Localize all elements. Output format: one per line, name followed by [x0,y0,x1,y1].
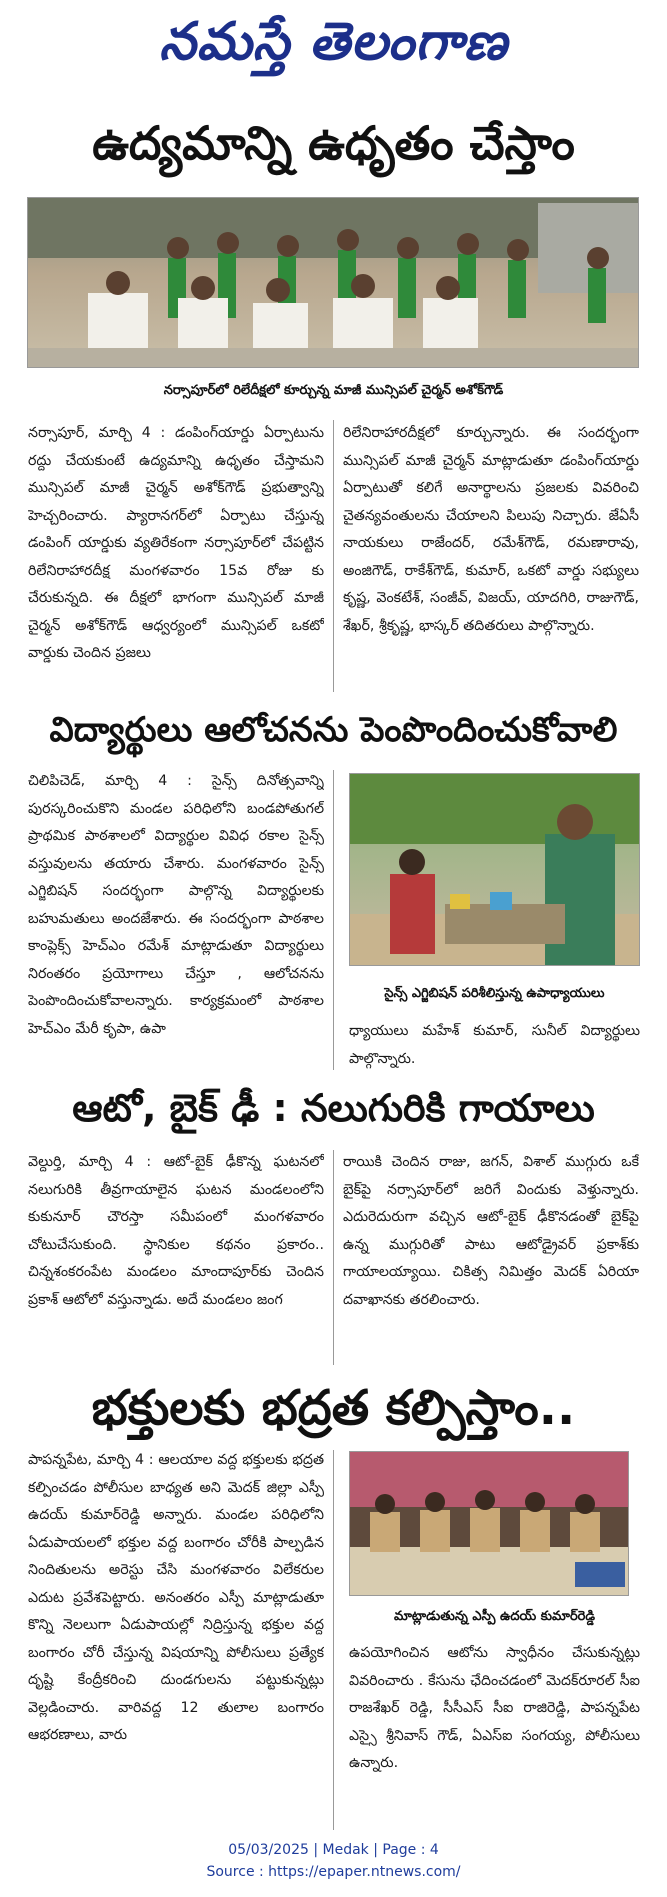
story4-headline: భక్తులకు భద్రత కల్పిస్తాం.. [91,1380,576,1436]
story4-text-left: పాపన్నపేట, మార్చి 4 : ఆలయాల వద్ద భక్తులకు భద్రత కల్పించడం పోలీసుల బాధ్యత అని మెదక్ జిల్లా ఎస్పీ ఉదయ్ కుమార్‌రెడ్డి అన్నారు. మండల పరిధిలోని ఏడుపాయలలో భక్తుల వద్ద బంగారం చోరీకి పాల్పడిన నిందితులను అరెస్టు చేసి మంగళవారం విలేకరుల ఎదుట ప్రవేశపెట్టారు. అనంతరం ఎస్పీ మాట్లాడుతూ కొన్ని నెలలుగా ఏడుపాయల్లో నిద్రిస్తున్న భక్తుల వద్ద బంగారం చోరీ చేస్తున్న విషయాన్ని పోలీసులు ప్రత్యేక దృష్టి కేంద్రీకరించి దుండగులను పట్టుకున్నట్లు వెల్లడించారు. వారివద్ద 12 తులాల బంగారం ఆభరణాలు, వారు [28,1452,324,1743]
story2-headline: విద్యార్థులు ఆలోచనను పెంపొందించుకోవాలి [49,710,618,750]
column-divider [333,1150,334,1365]
story3-text-right: రాయికి చెందిన రాజు, జగన్, విశాల్ ముగ్గురు ఒకే బైక్‌పై నర్సాపూర్‌లో జరిగే విందుకు వెళ్తున్నారు. ఎదురెదురుగా వచ్చిన ఆటో-బైక్ ఢీకొనడంతో బైక్‌పై ఉన్న ముగ్గురితో పాటు ఆటోడ్రైవర్ ప్రకాశ్‌కు గాయాలయ్యాయి. చికిత్స నిమిత్తం మెదక్ ఏరియా దవాఖానకు తరలించారు. [343,1154,639,1308]
story4-column-left [28,1447,324,1829]
story2-text-left: చిలిపిచెడ్, మార్చి 4 : సైన్స్ దినోత్సవాన్ని పురస్కరించుకొని మండల పరిధిలోని బండపోతుగల్ ప్రాథమిక పాఠశాలలో విద్యార్థుల వివిధ రకాల సైన్స్ వస్తువులను తయారు చేశారు. మంగళవారం సైన్స్ ఎగ్జిబిషన్ సందర్భంగా పాల్గొన్న విద్యార్థులకు బహుమతులు అందజేశారు. ఈ సందర్భంగా పాఠశాల కాంప్లెక్స్ హెచ్‌ఎం రమేశ్ మాట్లాడుతూ విద్యార్థులు నిరంతరం ప్రయోగాలు చేస్తూ , ఆలోచనను పెంపొందించుకోవాలన్నారు. కార్యక్రమంలో పాఠశాల హెచ్‌ఎం మేరీ కృపా, ఉపా [28,773,324,1037]
story3-column-left [28,1149,324,1369]
masthead-title: నమస్తే తెలంగాణ [159,11,508,72]
story1-photo [27,197,639,368]
story3-headline: ఆటో, బైక్ ఢీ : నలుగురికి గాయాలు [72,1086,595,1130]
story4-caption: మాట్లాడుతున్న ఎస్పీ ఉదయ్ కుమార్‌రెడ్డి [393,1609,596,1624]
story1-headline: ఉద్యమాన్ని ఉధృతం చేస్తాం [92,116,575,170]
story4-column-right [349,1640,640,1830]
story3-text-left: వెల్దుర్తి, మార్చి 4 : ఆటో-బైక్ ఢీకొన్న ఘటనలో నలుగురికి తీవ్రగాయాలైన ఘటన మండలంలోని కుకునూర్ చౌరస్తా సమీపంలో మంగళవారం చోటుచేసుకుంది. స్థానికుల కథనం ప్రకారం.. చిన్నశంకరంపేట మండలం మాందాపూర్‌కు చెందిన ప్రకాశ్ ఆటోలో వస్తున్నాడు. అదే మండలం జంగ [28,1154,324,1308]
story1-caption: నర్సాపూర్‌లో రిలేదీక్షలో కూర్చున్న మాజీ మున్సిపల్ చైర్మన్ అశోక్‌గౌడ్ [163,383,504,398]
story1-text-right: రిలేనిరాహారదీక్షలో కూర్చున్నారు. ఈ సందర్భంగా మున్సిపల్ మాజీ చైర్మన్ మాట్లాడుతూ డంపింగ్‌యార్డు ఏర్పాటుతో కలిగే అనార్థాలను ప్రజలకు వివరించి చైతన్యవంతులను చేయాలని పిలుపు నిచ్చారు. జేఏసీ నాయకులు రాజేందర్, రమేశ్‌గౌడ్, రమణారావు, అంజిగౌడ్, రాకేశ్‌గౌడ్, కుమార్, ఒకటో వార్డు సభ్యులు కృష్ణ, వెంకటేశ్, సంజీవ్, విజయ్, యాదగిరి, రాజుగౌడ్, శేఖర్, శ్రీకృష్ణ, భాస్కర్ తదితరులు పాల్గొన్నారు. [343,425,639,634]
column-divider [333,770,334,1070]
press-meet-photo-graphic [350,1452,629,1596]
story1-column-right [343,420,639,695]
story2-column-right [349,1018,640,1074]
story2-caption: సైన్స్ ఎగ్జిబిషన్ పరిశీలిస్తున్న ఉపాధ్యాయులు [384,986,605,1001]
story4-photo [349,1451,629,1596]
protest-photo-graphic [28,198,639,368]
column-divider [333,420,334,692]
story3-column-right [343,1149,639,1369]
story1-text-left: నర్సాపూర్, మార్చి 4 : డంపింగ్‌యార్డు ఏర్పాటును రద్దు చేయకుంటే ఉద్యమాన్ని ఉధృతం చేస్తామని మున్సిపల్ మాజీ చైర్మన్ అశోక్‌గౌడ్ ప్రభుత్వాన్ని హెచ్చరించారు. ప్యారానగర్‌లో ఏర్పాటు చేస్తున్న డంపింగ్ యార్డుకు వ్యతిరేకంగా నర్సాపూర్‌లో చేపట్టిన రిలేనిరాహారదీక్ష మంగళవారం 15వ రోజు కు చేరుకున్నది. ఈ దీక్షలో భాగంగా మున్సిపల్ మాజీ చైర్మన్ అశోక్‌గౌడ్ ఆధ్వర్యంలో మున్సిపల్ ఒకటో వార్డుకు చెందిన ప్రజలు [28,425,324,661]
story2-column-left [28,768,324,1070]
story2-text-right: ధ్యాయులు మహేశ్ కుమార్, సునీల్ విద్యార్థులు పాల్గొన్నారు. [349,1023,640,1067]
column-divider [333,1450,334,1830]
footer-date-page: 05/03/2025 | Medak | Page : 4 [228,1842,439,1858]
story2-photo [349,773,640,966]
story1-column-left [28,420,324,695]
masthead [0,0,667,90]
story4-text-right: ఉపయోగించిన ఆటోను స్వాధీనం చేసుకున్నట్లు వివరించారు . కేసును ఛేదించడంలో మెదక్‌రూరల్ సీఐ రాజశేఖర్ రెడ్డి, సీసీఎస్ సీఐ రాజిరెడ్డి, పాపన్నపేట ఎస్సై శ్రీనివాస్ గౌడ్, ఏఎస్ఐ సంగయ్య, పోలీసులు ఉన్నారు. [349,1645,640,1771]
science-exhibition-photo-graphic [350,774,640,966]
footer-source: Source : https://epaper.ntnews.com/ [206,1864,461,1880]
